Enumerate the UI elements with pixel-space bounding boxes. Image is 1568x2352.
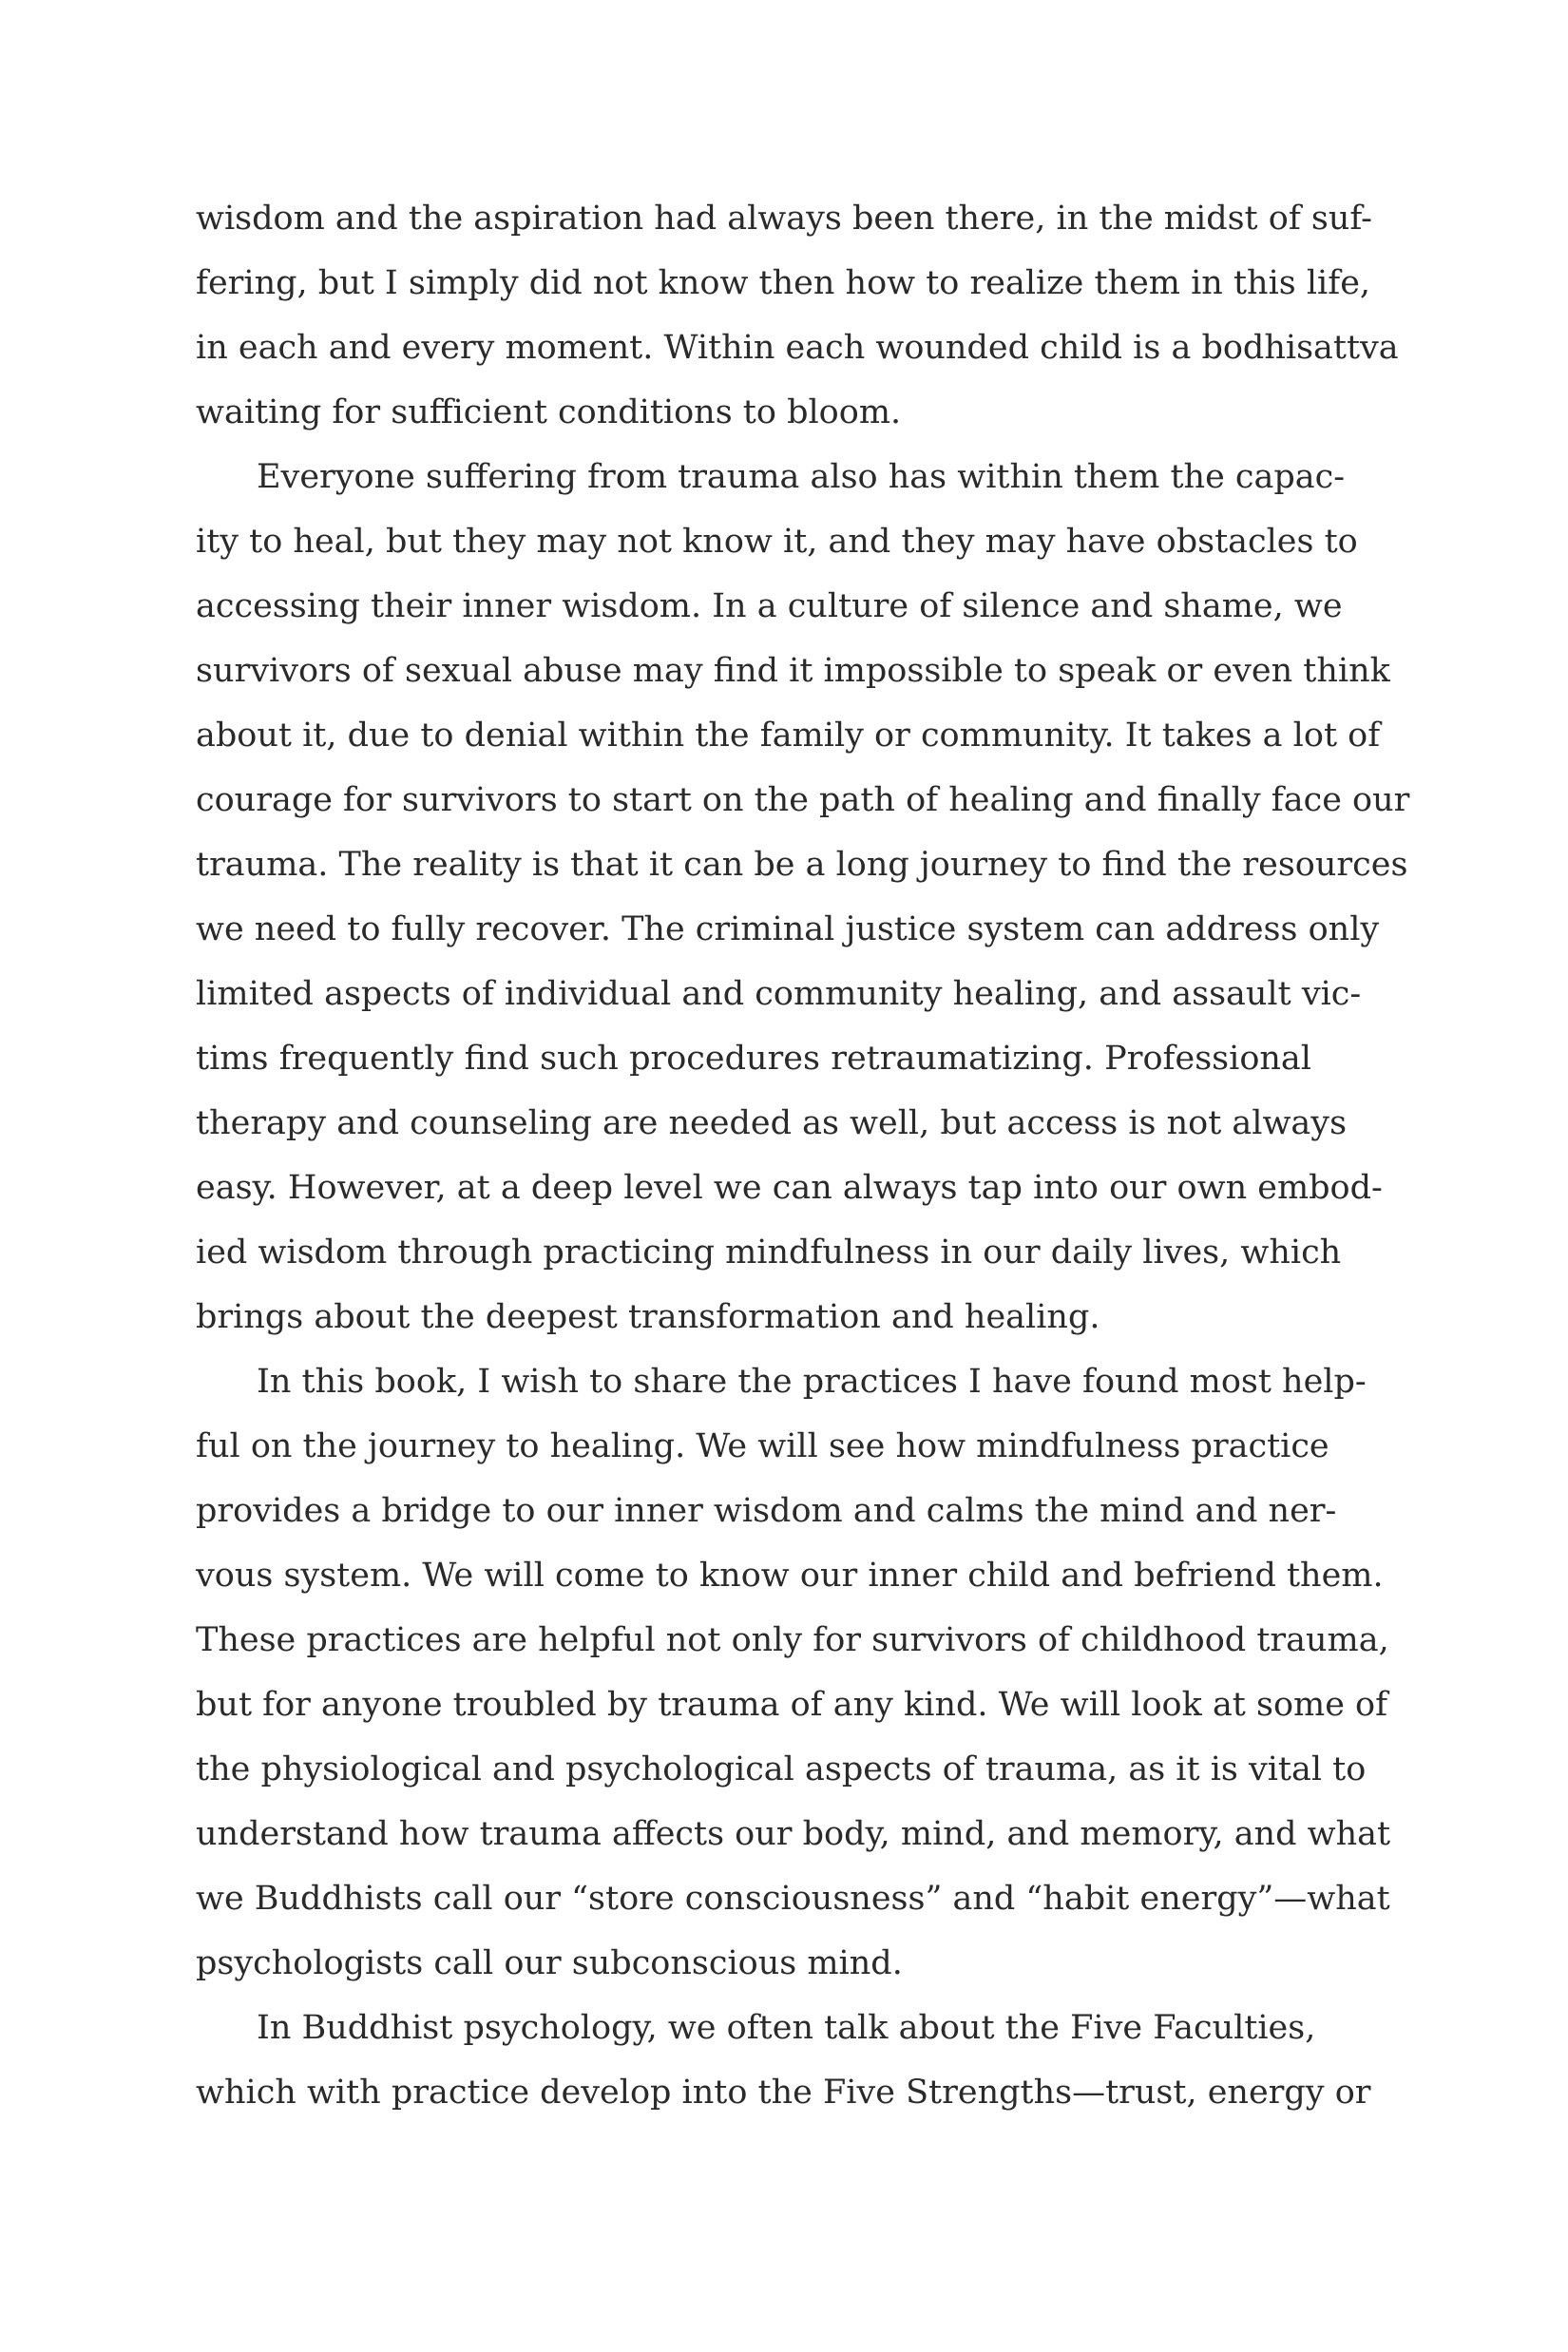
text-line: courage for survivors to start on the path of healing and finally face our <box>196 781 1410 819</box>
text-line: brings about the deepest transformation and healing. <box>196 1298 1100 1336</box>
text-line: In Buddhist psychology, we often talk about the Five Faculties, <box>257 2009 1316 2047</box>
text-line: therapy and counseling are needed as well, but access is not always <box>196 1104 1348 1142</box>
text-line: limited aspects of individual and community healing, and assault vic- <box>196 975 1362 1013</box>
text-line: provides a bridge to our inner wisdom and calms the mind and ner- <box>196 1492 1337 1530</box>
text-line: about it, due to denial within the family or community. It takes a lot of <box>196 717 1381 755</box>
paragraph <box>196 1349 1391 1996</box>
text-line: understand how trauma affects our body, mind, and memory, and what <box>196 1815 1391 1853</box>
text-line: vous system. We will come to know our inner child and befriend them. <box>196 1557 1384 1595</box>
text-line: we Buddhists call our “store consciousness” and “habit energy”—what <box>196 1880 1390 1918</box>
text-line: Everyone suffering from trauma also has within them the capac- <box>257 458 1346 496</box>
text-line: psychologists call our subconscious mind. <box>196 1944 903 1982</box>
paragraph <box>196 186 1399 445</box>
paragraph <box>196 445 1410 1349</box>
text-line: ity to heal, but they may not know it, and they may have obstacles to <box>196 523 1358 561</box>
paragraph <box>196 1996 1371 2125</box>
text-line: accessing their inner wisdom. In a culture of silence and shame, we <box>196 587 1343 625</box>
text-line: the physiological and psychological aspects of trauma, as it is vital to <box>196 1750 1367 1788</box>
text-line: trauma. The reality is that it can be a long journey to find the resources <box>196 846 1408 884</box>
text-line: These practices are helpful not only for survivors of childhood trauma, <box>196 1621 1389 1659</box>
text-line: In this book, I wish to share the practices I have found most help- <box>257 1363 1367 1401</box>
text-line: easy. However, at a deep level we can always tap into our own embod- <box>196 1169 1383 1207</box>
body-text <box>196 186 1410 2125</box>
text-line: ied wisdom through practicing mindfulness in our daily lives, which <box>196 1233 1342 1272</box>
text-line: in each and every moment. Within each wounded child is a bodhisattva <box>196 329 1399 367</box>
text-line: survivors of sexual abuse may find it impossible to speak or even think <box>196 652 1390 690</box>
text-line: wisdom and the aspiration had always been there, in the midst of suf- <box>196 200 1372 238</box>
text-line: fering, but I simply did not know then how to realize them in this life, <box>196 264 1371 302</box>
text-line: waiting for sufficient conditions to bloom. <box>196 393 902 431</box>
text-line: ful on the journey to healing. We will see how mindfulness practice <box>196 1427 1329 1465</box>
text-line: we need to fully recover. The criminal justice system can address only <box>196 910 1380 948</box>
text-line: which with practice develop into the Five Strengths—trust, energy or <box>196 2074 1371 2112</box>
text-line: but for anyone troubled by trauma of any kind. We will look at some of <box>196 1686 1388 1724</box>
text-line: tims frequently find such procedures retraumatizing. Professional <box>196 1040 1311 1078</box>
